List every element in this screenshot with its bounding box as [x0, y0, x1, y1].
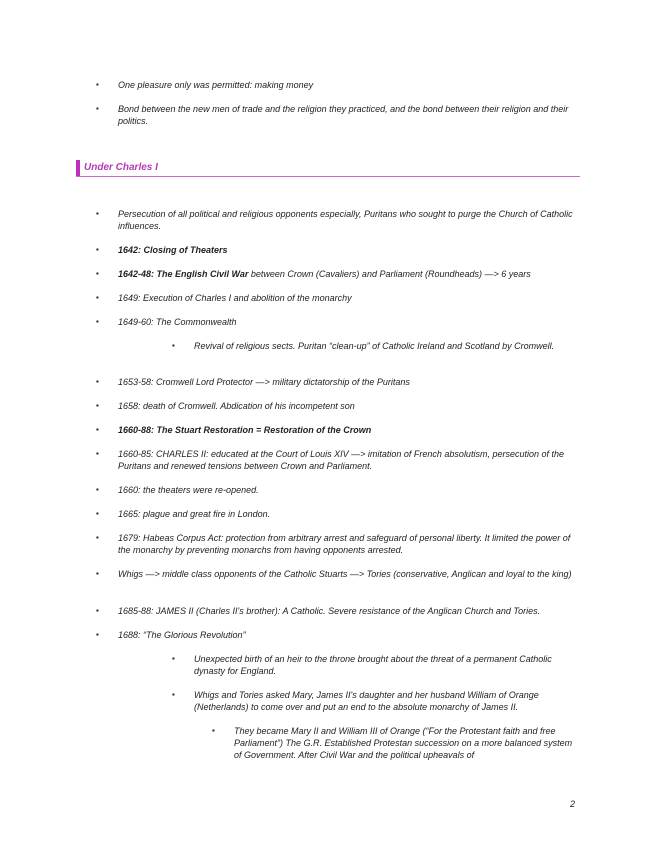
list-item — [96, 400, 576, 412]
intro-item-1 — [96, 79, 576, 91]
list-item-text: between Crown (Cavaliers) and Parliament (Roundheads) —> 6 years — [248, 269, 531, 279]
bullet-icon: ▪ — [212, 726, 215, 735]
bullet-icon: ▪ — [96, 425, 99, 434]
list-item-text: 1649-60: The Commonwealth — [118, 317, 237, 327]
bullet-icon: ▪ — [96, 509, 99, 518]
sub-list-item — [172, 653, 572, 677]
bullet-icon: ▪ — [172, 690, 175, 699]
list-item-text: 1658: death of Cromwell. Abdication of his incompetent son — [118, 401, 355, 411]
list-item-text: 1685-88: JAMES II (Charles II's brother): A Catholic. Severe resistance of the Anglican Church and Tories. — [118, 606, 541, 616]
list-item-text: 1688: “The Glorious Revolution” — [118, 630, 246, 640]
bullet-icon: ▪ — [96, 293, 99, 302]
list-item-text: 1660: the theaters were re-opened. — [118, 485, 259, 495]
intro-item-2 — [96, 103, 576, 127]
bullet-icon: ▪ — [96, 245, 99, 254]
bullet-icon: ▪ — [96, 209, 99, 218]
list-item-text: Whigs and Tories asked Mary, James II's daughter and her husband William of Orange (Netherlands) to come over and put an end to the absolute monarchy of James II. — [194, 690, 539, 712]
list-item-text: One pleasure only was permitted: making money — [118, 80, 314, 90]
list-item-bold: 1642: Closing of Theaters — [118, 245, 228, 255]
list-item — [96, 244, 576, 256]
bullet-icon: ▪ — [172, 654, 175, 663]
list-item-text: 1679: Habeas Corpus Act: protection from arbitrary arrest and safeguard of personal liberty. It limited the power of the monarchy by preventing monarchs from having opponents arrested. — [118, 533, 571, 555]
sub-sub-list-item — [212, 725, 574, 761]
bullet-icon: ▪ — [172, 341, 175, 350]
section-heading-text: Under Charles I — [84, 162, 158, 173]
bullet-icon: ▪ — [96, 569, 99, 578]
bullet-icon: ▪ — [96, 630, 99, 639]
bullet-icon: ▪ — [96, 80, 99, 89]
list-item — [96, 508, 576, 520]
list-item-text: Unexpected birth of an heir to the throne brought about the threat of a permanent Catholic dynasty for England. — [194, 654, 552, 676]
bullet-icon: ▪ — [96, 449, 99, 458]
bullet-icon: ▪ — [96, 377, 99, 386]
page-number: 2 — [570, 799, 576, 809]
list-item-text: Whigs —> middle class opponents of the Catholic Stuarts —> Tories (conservative, Anglican and loyal to the king) — [118, 569, 572, 579]
bullet-icon: ▪ — [96, 401, 99, 410]
bullet-icon: ▪ — [96, 317, 99, 326]
list-item — [96, 568, 576, 580]
bullet-icon: ▪ — [96, 104, 99, 113]
list-item — [96, 208, 576, 232]
list-item — [96, 292, 576, 304]
list-item-text: Revival of religious sects. Puritan “clean-up” of Catholic Ireland and Scotland by Cromwell. — [194, 341, 555, 351]
bullet-icon: ▪ — [96, 533, 99, 542]
bullet-icon: ▪ — [96, 485, 99, 494]
list-item — [96, 605, 576, 617]
list-item — [96, 484, 576, 496]
list-item — [96, 316, 576, 328]
list-item-text: 1665: plague and great fire in London. — [118, 509, 271, 519]
list-item-text: 1653-58: Cromwell Lord Protector —> military dictatorship of the Puritans — [118, 377, 410, 387]
heading-accent-bar — [76, 160, 80, 176]
list-item-text: Persecution of all political and religious opponents especially, Puritans who sought to purge the Church of Catholic influences. — [118, 209, 573, 231]
list-item — [96, 532, 576, 556]
list-item — [96, 376, 576, 388]
list-item-text: 1649: Execution of Charles I and abolition of the monarchy — [118, 293, 352, 303]
list-item-text: Bond between the new men of trade and the religion they practiced, and the bond between their religion and their politics. — [118, 104, 569, 126]
list-item — [96, 268, 576, 280]
sub-list-item — [172, 340, 572, 352]
sub-list-item — [172, 689, 572, 713]
list-item — [96, 448, 576, 472]
bullet-icon: ▪ — [96, 269, 99, 278]
list-item — [96, 424, 576, 436]
list-item-bold: 1660-88: The Stuart Restoration = Restoration of the Crown — [118, 425, 372, 435]
list-item-text: 1660-85: CHARLES II: educated at the Court of Louis XIV —> imitation of French absolutism, persecution of the Puritans and renewed tensions between Crown and Parliament. — [118, 449, 564, 471]
bullet-icon: ▪ — [96, 606, 99, 615]
section-heading — [76, 160, 580, 177]
list-item-text: They became Mary II and William III of Orange (“For the Protestant faith and free Parliament”) The G.R. Established Protestan succession on a more balanced system of Government. After Civil War and the political upheavals of — [234, 726, 573, 760]
list-item — [96, 629, 576, 641]
list-item-bold: 1642-48: The English Civil War — [118, 269, 249, 279]
